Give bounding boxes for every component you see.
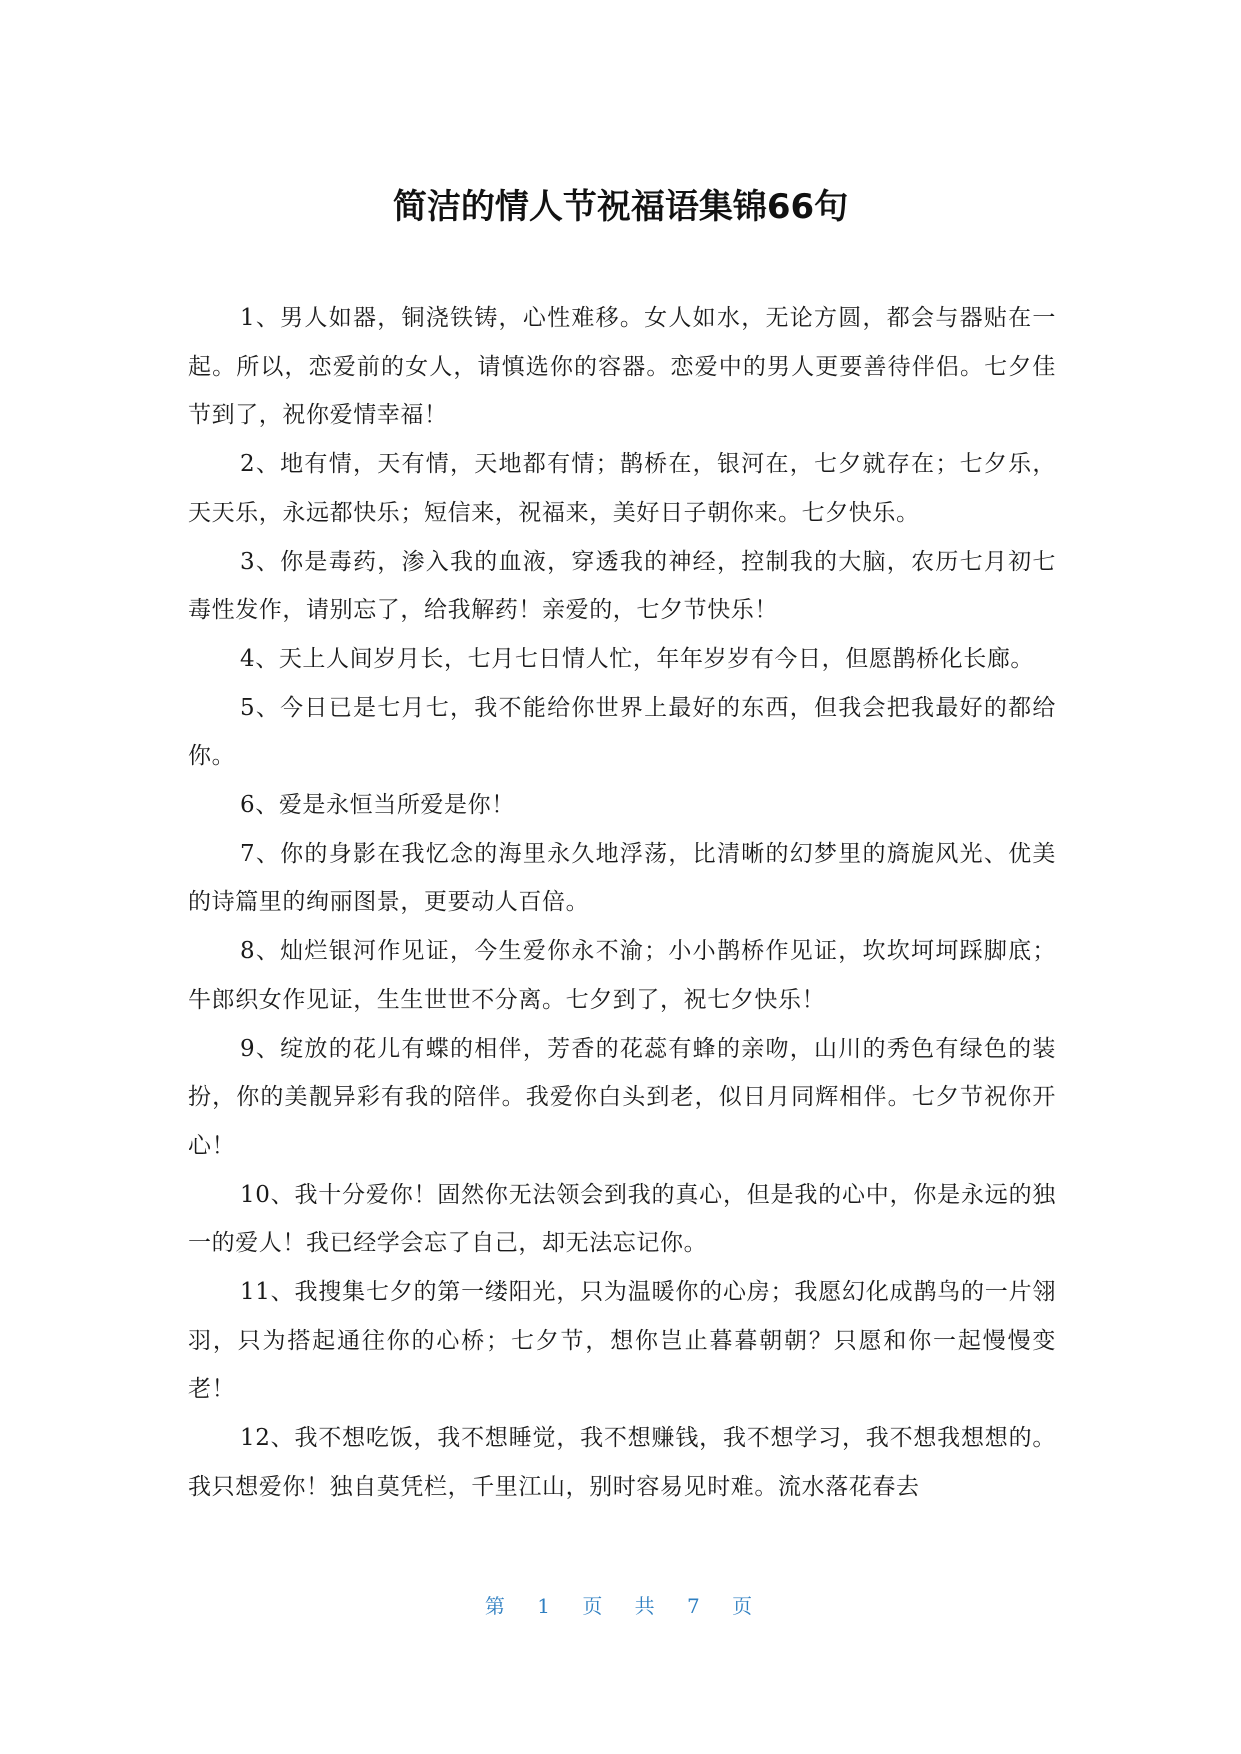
paragraph-5: 5、今日已是七月七，我不能给你世界上最好的东西，但我会把我最好的都给你。	[188, 694, 1056, 770]
paragraph-6: 6、爱是永恒当所爱是你！	[240, 792, 515, 819]
paragraph-8: 8、灿烂银河作见证，今生爱你永不渝；小小鹊桥作见证，坎坎坷坷踩脚底；牛郎织女作见证，生生世世不分离。七夕到了，祝七夕快乐！	[188, 938, 1056, 1013]
paragraph-7: 7、你的身影在我忆念的海里永久地浮荡，比清晰的幻梦里的旖旎风光、优美的诗篇里的绚丽图景，更要动人百倍。	[188, 840, 1056, 916]
paragraph-10: 10、我十分爱你！固然你无法领会到我的真心，但是我的心中，你是永远的独一的爱人！我已经学会忘了自己，却无法忘记你。	[188, 1181, 1056, 1257]
paragraph-3: 3、你是毒药，渗入我的血液，穿透我的神经，控制我的大脑，农历七月初七毒性发作，请别忘了，给我解药！亲爱的，七夕节快乐！	[188, 548, 1056, 624]
paragraph-11: 11、我搜集七夕的第一缕阳光，只为温暖你的心房；我愿幻化成鹊鸟的一片翎羽，只为搭起通往你的心桥；七夕节，想你岂止暮暮朝朝？只愿和你一起慢慢变老！	[188, 1279, 1056, 1403]
document-body	[188, 294, 1056, 1512]
paragraph-4: 4、天上人间岁月长，七月七日情人忙，年年岁岁有今日，但愿鹊桥化长廊。	[240, 645, 1035, 672]
page-number-footer: 第 1 页 共 7 页	[484, 1594, 757, 1618]
paragraph-2: 2、地有情，天有情，天地都有情；鹊桥在，银河在，七夕就存在；七夕乐，天天乐，永远都快乐；短信来，祝福来，美好日子朝你来。七夕快乐。	[188, 451, 1056, 526]
page-title: 简洁的情人节祝福语集锦66句	[392, 187, 849, 227]
paragraph-9: 9、绽放的花儿有蝶的相伴，芳香的花蕊有蜂的亲吻，山川的秀色有绿色的装扮，你的美靓异彩有我的陪伴。我爱你白头到老，似日月同辉相伴。七夕节祝你开心！	[188, 1035, 1056, 1159]
paragraph-1: 1、男人如器，铜浇铁铸，心性难移。女人如水，无论方圆，都会与器贴在一起。所以，恋爱前的女人，请慎选你的容器。恋爱中的男人更要善待伴侣。七夕佳节到了，祝你爱情幸福！	[188, 305, 1056, 429]
paragraph-12: 12、我不想吃饭，我不想睡觉，我不想赚钱，我不想学习，我不想我想想的。我只想爱你！独自莫凭栏，千里江山，别时容易见时难。流水落花春去	[188, 1425, 1056, 1500]
